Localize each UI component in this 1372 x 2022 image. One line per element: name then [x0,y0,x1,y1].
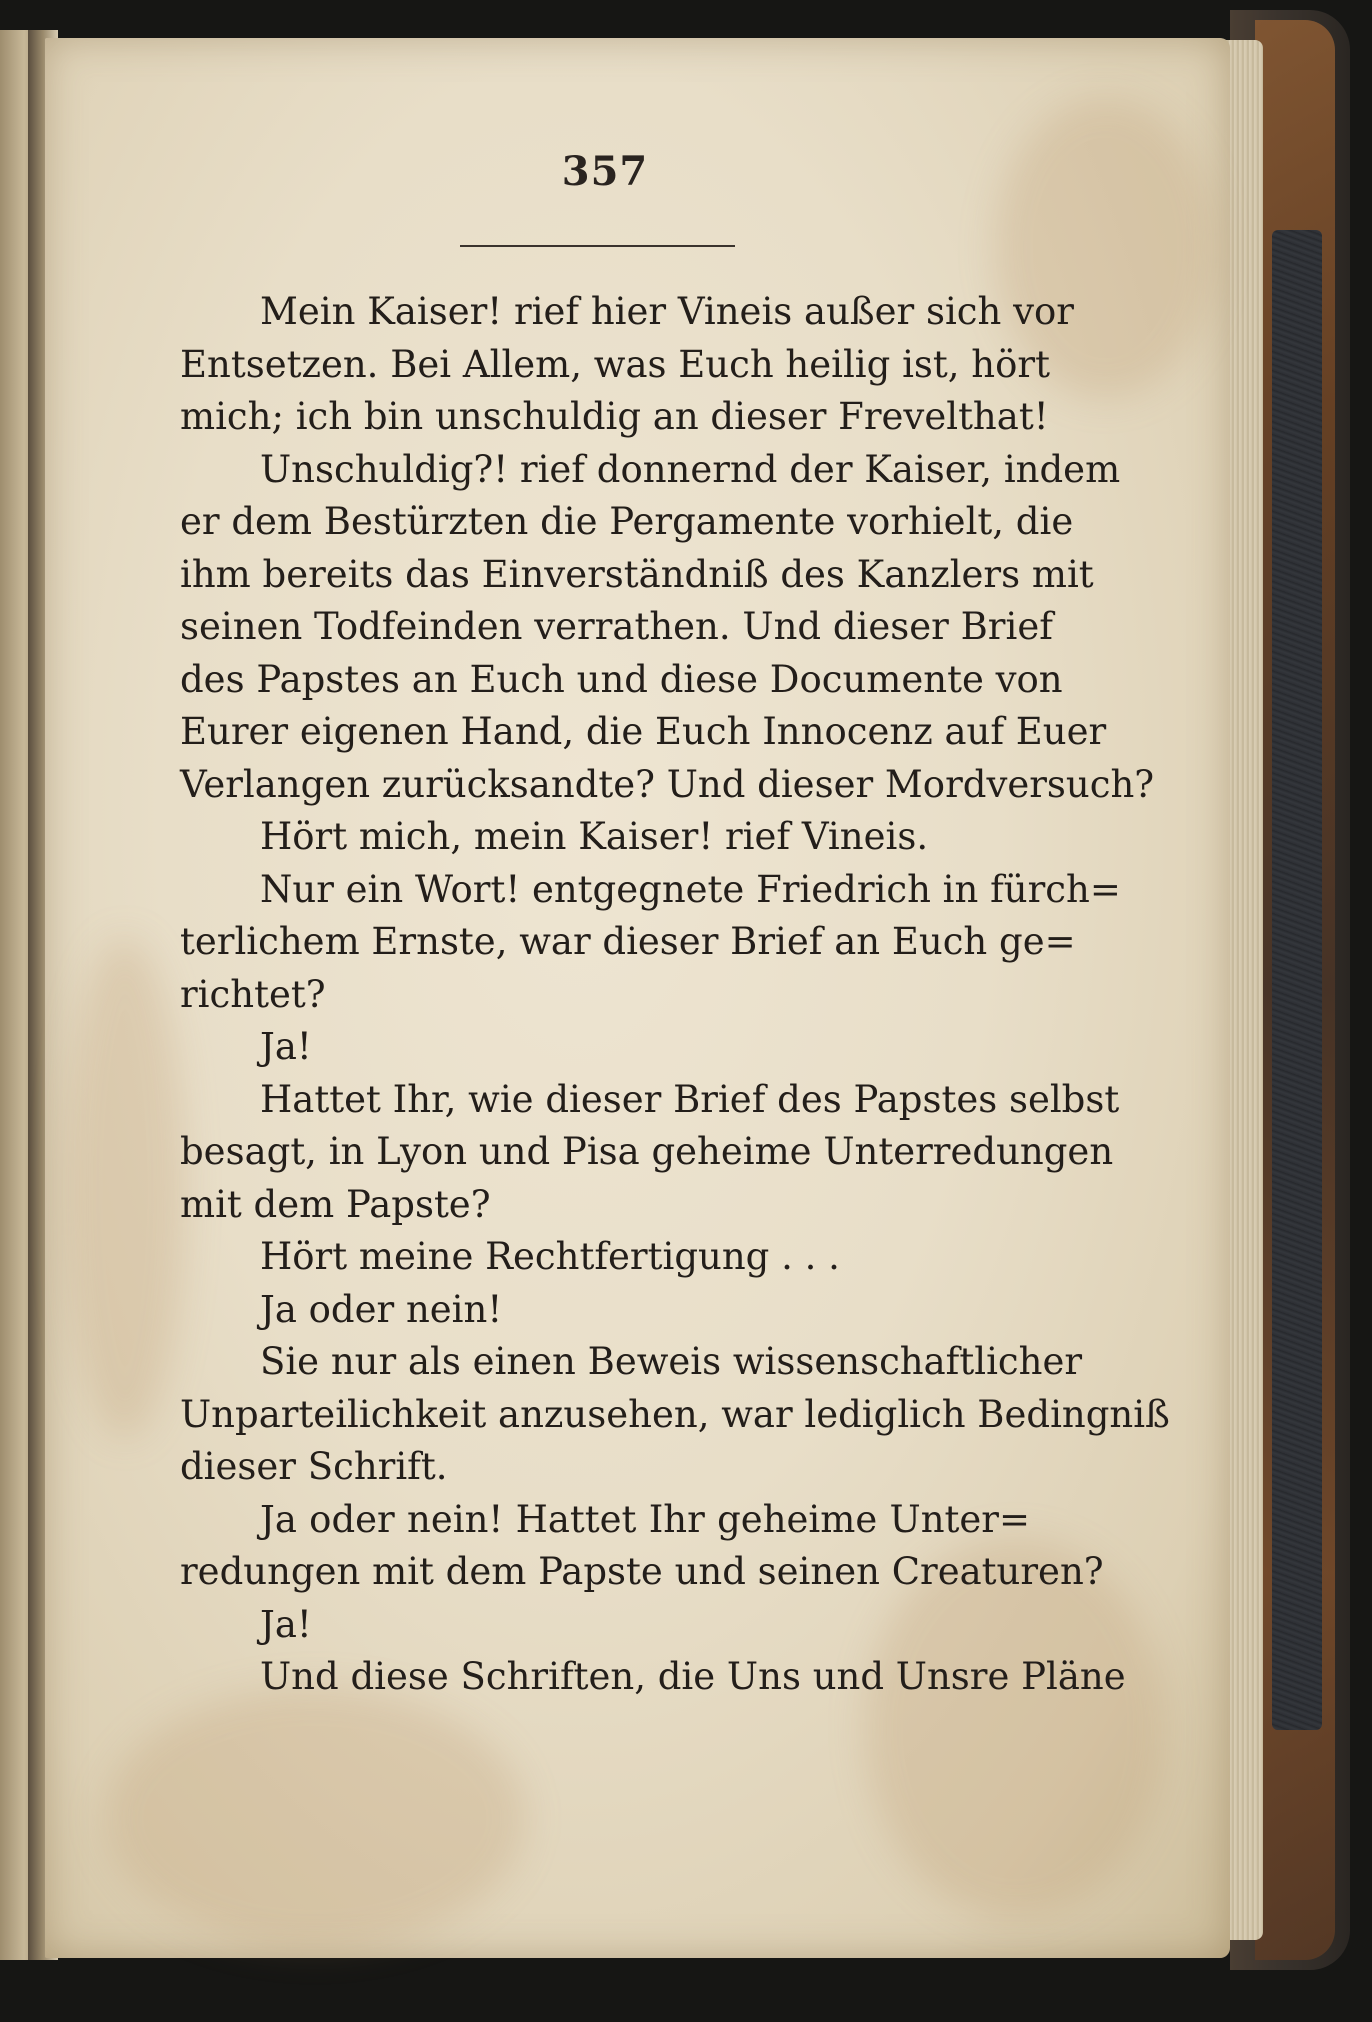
cover-cloth-panel [1272,230,1322,1730]
text-line: Hört mich, mein Kaiser! rief Vineis. [260,815,929,858]
text-line: Verlangen zurücksandte? Und dieser Mordversuch? [180,762,1155,806]
text-line: redungen mit dem Papste und seinen Creaturen? [180,1550,1104,1593]
text-line: Nur ein Wort! entgegnete Friedrich in fürch= [260,867,1121,911]
text-line: Sie nur als einen Beweis wissenschaftlicher [260,1340,1083,1383]
text-line: Hattet Ihr, wie dieser Brief des Papstes selbst [260,1077,1120,1121]
text-line: Entsetzen. Bei Allem, was Euch heilig ist, hört [180,342,1050,386]
text-line: dieser Schrift. [180,1445,448,1488]
text-line: des Papstes an Euch und diese Documente von [180,657,1063,701]
page-stain [65,938,185,1438]
text-line: mich; ich bin unschuldig an dieser Frevelthat! [180,395,1049,438]
text-line: ihm bereits das Einverständniß des Kanzlers mit [180,552,1094,596]
text-line: Und diese Schriften, die Uns und Unsre Pläne [260,1655,1126,1698]
text-line: Ja oder nein! Hattet Ihr geheime Unter= [260,1497,1030,1541]
text-line: terlichem Ernste, war dieser Brief an Euch ge= [180,920,1076,963]
header-rule [460,245,735,247]
text-line: Unschuldig?! rief donnernd der Kaiser, indem [260,447,1121,491]
text-line: Mein Kaiser! rief hier Vineis außer sich vor [260,290,1074,333]
page-stain [105,1688,525,1948]
body-text [180,286,1170,1704]
text-line: seinen Todfeinden verrathen. Und dieser Brief [180,605,1053,648]
text-line: Hört meine Rechtfertigung . . . [260,1235,840,1278]
text-line: Ja! [260,1025,312,1068]
page-number: 357 [561,148,649,195]
text-line: Ja oder nein! [260,1287,503,1331]
text-line: Eurer eigenen Hand, die Euch Innocenz auf Euer [180,710,1107,753]
text-line: Unparteilichkeit anzusehen, war lediglich Bedingniß [180,1392,1170,1436]
text-line: Ja! [260,1602,312,1646]
text-line: richtet? [180,972,326,1016]
text-line: mit dem Papste? [180,1182,491,1226]
text-line: er dem Bestürzten die Pergamente vorhielt, die [180,500,1074,543]
text-line: besagt, in Lyon und Pisa geheime Unterredungen [180,1130,1114,1173]
